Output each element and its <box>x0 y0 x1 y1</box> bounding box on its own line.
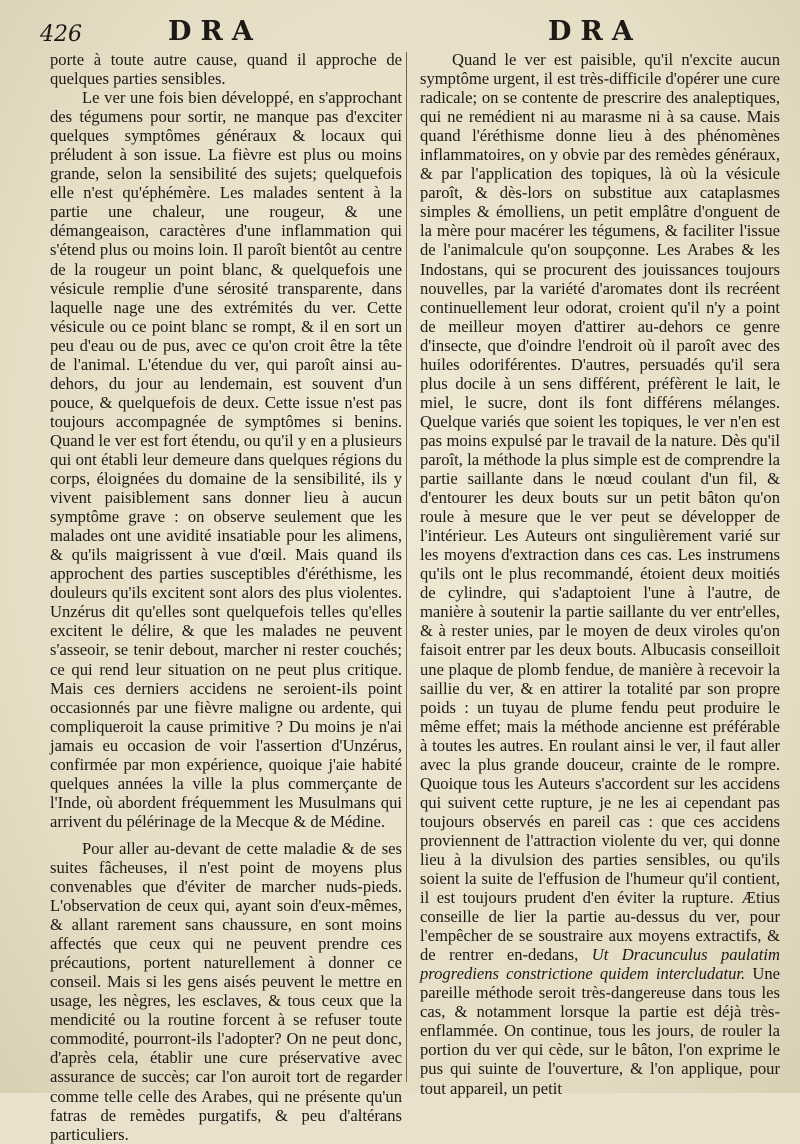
treatment-text: Quand le ver est paisible, qu'il n'excite aucun symptôme urgent, il est très-difficile d'opérer une cure radicale; on se contente de prescrire des analeptiques, qui ne remédient ni au marasme ni à sa cause. Mais quand l'éréthisme donne lieu à des phénomènes inflammatoires, on y obvie par des remèdes généraux, & par l'application des topiques, là où la vésicule paroît, & dès-lors on substitue aux cataplasmes simples & émolliens, un petit emplâtre d'onguent de la mère pour macérer les tégumens, & faciliter l'issue de l'animalcule qu'on soupçonne. Les Arabes & les Indostans, qui se procurent des jouissances toujours nouvelles, par la variété d'aromates dont ils recréent continuellement leur odorat, croient qu'il n'y a point de meilleur moyen d'attirer au-dehors ce genre d'insecte, que d'oindre l'endroit où il paroît avec des huiles odoriférentes. D'autres, persuadés qu'il sera plus docile à un sens différent, préfèrent le lait, le miel, le sucre, dont ils font différens mélanges. Quelque variés que soient les topiques, le ver n'en est pas moins expulsé par le travail de la nature. Dès qu'il paroît, la méthode la plus simple est de comprendre la partie saillante dans le nœud coulant d'un fil, & d'entourer les deux bouts sur un petit bâton qu'on roule à mesure que le ver peut se développer de l'intérieur. Les Auteurs ont singulièrement varié sur les moyens d'extraction dans ces cas. Les instrumens qu'ils ont le plus recommandé, étoient deux moitiés de cylindre, qui s'adaptoient l'une à l'autre, de manière à soutenir la partie saillante du ver entr'elles, & à rester unies, par le moyen de deux viroles qu'on faisoit entrer par les deux bouts. Albucasis conseilloit une plaque de plomb fendue, de manière à recevoir la saillie du ver, & en attirer la totalité par son propre poids : un tuyau de plume fendu peut produire le même effet; mais la méthode ancienne est préférable à toutes les autres. En roulant ainsi le ver, il faut aller avec la plus grande douceur, crainte de le rompre. Quoique tous les Auteurs s'accordent sur les accidens qui suivent cette rupture, je ne les ai cependant pas toujours observés en pareil cas : que ces accidens proviennent de l'attraction violente du ver, qui donne lieu à la divulsion des parties sensibles, ou qu'ils soient la suite de l'effusion de l'humeur qu'il contient, il est toujours prudent d'en éviter la rupture. Ætius conseille de lier la partie au-dessus du ver, pour l'empêcher de se soustraire aux moyens extractifs, & de rentrer en-dedans, <box>420 50 780 965</box>
page-number: 426 <box>40 22 82 47</box>
right-column <box>420 50 781 1098</box>
page-header <box>0 14 800 50</box>
latin-quote: Ut Dracunculus paulatim progrediens constrictione quidem intercludatur. <box>420 945 781 984</box>
right-running-head: DRA <box>548 16 642 47</box>
treatment-text-end: Une pareille méthode seroit très-dangereuse dans tous les cas, & notamment lorsque la partie est déjà très-enflammée. On continue, tous les jours, de rouler la portion du ver qui cède, sur le bâton, l'on exprime le pus qui suinte de l'ouverture, & l'on applique, pour tout appareil, un petit <box>420 964 780 1098</box>
paragraph-treatment <box>420 50 780 1098</box>
left-running-head: DRA <box>168 16 262 47</box>
paragraph-prevention: Pour aller au-devant de cette maladie & de ses suites fâcheuses, il n'est point de moyens plus convenables que d'éviter de marcher nuds-pieds. L'observation de ceux qui, ayant soin d'eux-mêmes, & allant rarement sans chaussure, en sont moins affectés que ceux qui ne peuvent prendre ces précautions, portent naturellement à donner ce conseil. Mais si les gens aisés peuvent le mettre en usage, les nègres, les esclaves, & tous ceux que la mendicité ou la routine forcent à se refuser toute commodité, pourront-ils l'adopter? On ne peut donc, d'après cela, établir une cure préservative avec assurance de succès; car l'on auroit tort de regarder comme telle celle des Arabes, qui ne présente qu'un fatras de remèdes purgatifs, & peu d'altérans particuliers. <box>50 838 402 1144</box>
column-divider <box>406 52 407 1082</box>
left-column <box>50 50 402 1144</box>
paragraph-symptoms: Le ver une fois bien développé, en s'approchant des tégumens pour sortir, ne manque pas d'exciter quelques symptômes généraux & locaux qui préludent à son issue. La fièvre est plus ou moins grande, selon la sensibilité des sujets; quelquefois elle n'est qu'éphémère. Les malades sentent à la partie une chaleur, une rougeur, & une démangeaison, caractères d'une inflammation qui s'étend plus ou moins loin. Il paroît bientôt au centre de la rougeur un point blanc, & quelquefois une vésicule remplie d'une sérosité transparente, dans laquelle nage une des extrémités du ver. Cette vésicule ou ce point blanc se rompt, & il en sort un peu d'eau ou de pus, avec ce qu'on croit être la tête de l'animal. L'étendue du ver, qui paroît ainsi au-dehors, du jour au lendemain, est souvent d'un pouce, & quelquefois de deux. Cette issue n'est pas toujours accompagnée de symptômes si benins. Quand le ver est fort étendu, ou qu'il y en a plusieurs qui ont établi leur demeure dans quelques régions du corps, éloignées du domaine de la sensibilité, ils y vivent paisiblement sans donner lieu à aucun symptôme grave : on observe seulement que les malades ont une avidité insatiable pour les alimens, & qu'ils maigrissent à vue d'œil. Mais quand ils approchent des parties susceptibles d'éréthisme, les douleurs qu'ils excitent sont alors des plus violentes. Unzérus dit qu'elles sont quelquefois telles qu'elles excitent le délire, & que les malades ne peuvent s'asseoir, se tenir debout, marcher ni rester couchés; ce qui rend leur situation on ne peut plus critique. Mais ces derniers accidens ne seroient-ils point occasionnés par une fièvre maligne ou ardente, qui compliqueroit la cause primitive ? Du moins je n'ai jamais eu occasion de voir l'assertion d'Unzérus, confirmée par mon expérience, quoique j'aie habité quelques années la ville la plus commerçante de l'Inde, où abordent fréquemment les Musulmans qui arrivent du pélérinage de la Mecque & de Médine. <box>50 88 402 831</box>
paragraph-continued: porte à toute autre cause, quand il approche de quelques parties sensibles. <box>50 50 402 89</box>
